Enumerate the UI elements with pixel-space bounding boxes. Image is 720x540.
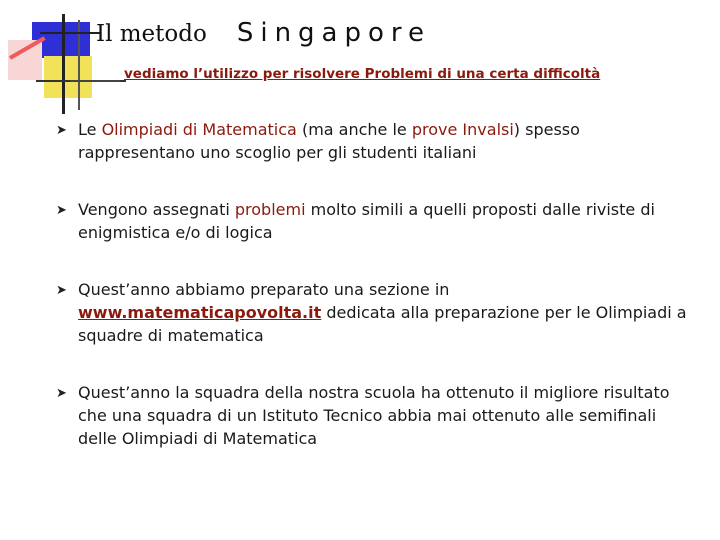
- bullet-item: [56, 278, 696, 347]
- bullet-item: [56, 118, 696, 164]
- bullet-item: [56, 198, 696, 244]
- bullet-text: Le Olimpiadi di Matematica (ma anche le prove Invalsi) spesso rappresentano uno scoglio per gli studenti italiani: [78, 120, 580, 162]
- title-main: Singapore: [236, 18, 432, 48]
- subtitle-rule: [70, 80, 120, 82]
- deco-yellow-square: [44, 56, 92, 98]
- chevron-right-icon: ➤: [56, 123, 67, 138]
- slide-subtitle: vediamo l’utilizzo per risolvere Problemi di una certa difficoltà: [124, 66, 601, 82]
- title-prefix: Il metodo: [96, 21, 207, 47]
- bullet-text: Vengono assegnati problemi molto simili a quelli proposti dalle riviste di enigmistica e/o di logica: [78, 200, 655, 242]
- highlight-text: problemi: [234, 200, 306, 219]
- chevron-right-icon: ➤: [56, 283, 67, 298]
- deco-vertical-line: [62, 14, 65, 114]
- bullet-text: Quest’anno la squadra della nostra scuola ha ottenuto il migliore risultato che una squadra di un Istituto Tecnico abbia mai ottenuto alle semifinali delle Olimpiadi di Matematica: [78, 383, 670, 448]
- slide-title: [96, 18, 431, 54]
- chevron-right-icon: ➤: [56, 203, 67, 218]
- highlight-text: Olimpiadi di Matematica: [101, 120, 297, 139]
- deco-horizontal-line: [40, 32, 100, 34]
- website-link[interactable]: www.matematicapovolta.it: [78, 303, 322, 322]
- highlight-text: prove Invalsi: [411, 120, 514, 139]
- bullet-text: Quest’anno abbiamo preparato una sezione in www.matematicapovolta.it dedicata alla preparazione per le Olimpiadi a squadre di matematica: [78, 280, 687, 345]
- chevron-right-icon: ➤: [56, 386, 67, 401]
- bullet-item: [56, 381, 696, 450]
- bullet-list: [56, 118, 696, 450]
